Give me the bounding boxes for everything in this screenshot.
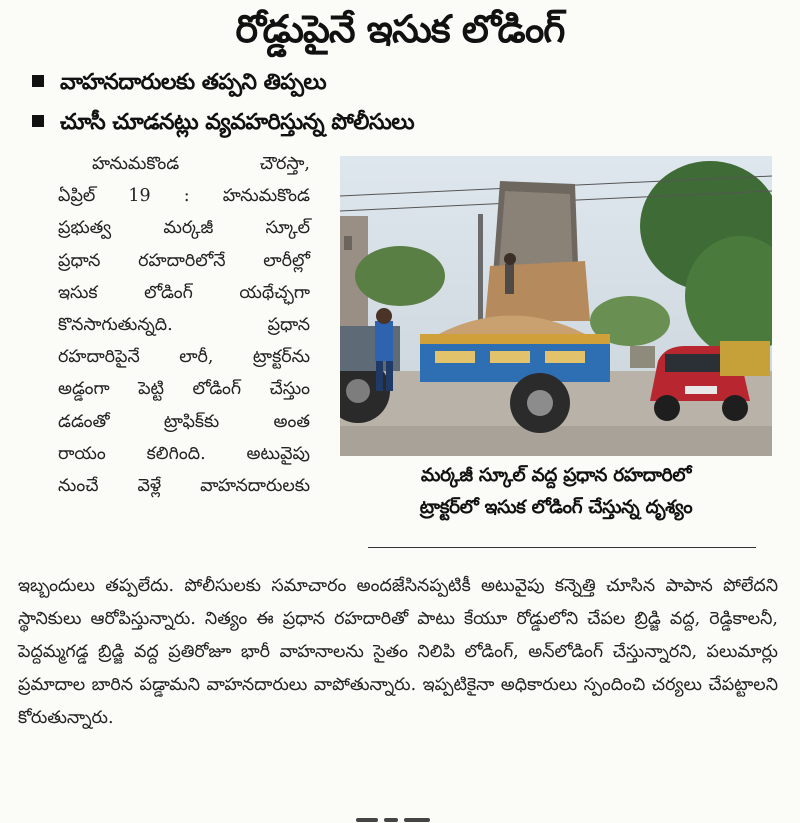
- article-line: హనుమకొండ చౌరస్తా,: [92, 154, 310, 174]
- tractor-sand-loading-photo: [340, 156, 772, 456]
- article-paragraph: ఇబ్బందులు తప్పలేదు. పోలీసులకు సమాచారం అందజేసినప్పటికీ అటువైపు కన్నెత్తి చూసిన పాపాన పోలేదని స్థానికులు ఆరోపిస్తున్నారు. నిత్యం ఈ ప్రధాన రహదారితో పాటు కేయూ రోడ్డులోని చేపల బ్రిడ్జి వద్ద, రెడ్డికాలనీ, పెద్దమ్మగడ్డ బ్రిడ్జి వద్ద ప్రతిరోజూ భారీ వాహనాలను సైతం నిలిపి లోడింగ్, అన్‌లోడింగ్ చేస్తున్నారని, పలుమార్లు ప్రమాదాల బారిన పడ్డామని వాహనదారులు వాపోతున్నారు. ఇప్పటికైనా అధికారులు స్పందించి చర్యలు చేపట్టాలని కోరుతున్నారు.: [18, 576, 778, 728]
- article-line: ఇసుక లోడింగ్ యథేచ్ఛగా: [58, 282, 310, 303]
- article-line: ప్రధాన రహదారిలోనే లారీల్లో: [58, 250, 310, 271]
- bullet-square-icon: [32, 115, 44, 127]
- article-line: కొనసాగుతున్నది. ప్రధాన: [58, 315, 310, 336]
- subheadline-1-text: వాహనదారులకు తప్పని తిప్పలు: [60, 70, 327, 95]
- next-article-fragment: [356, 812, 446, 823]
- subheadline-2-text: చూసీ చూడనట్లు వ్యవహరిస్తున్న పోలీసులు: [60, 110, 415, 135]
- article-line: అడ్డంగా పెట్టి లోడింగ్ చేస్తుం: [58, 379, 310, 400]
- subheadline-2: [32, 108, 414, 138]
- article-line: రాయం కలిగింది. అటువైపు: [58, 443, 310, 464]
- article-column-text: [58, 148, 310, 502]
- article-line: నుంచే వెళ్లే వాహనదారులకు: [58, 476, 310, 497]
- photo-caption-line: మర్కజీ స్కూల్ వద్ద ప్రధాన రహదారిలో: [420, 465, 692, 486]
- article-line: రహదారిపైనే లారీ, ట్రాక్టర్‌ను: [58, 347, 310, 368]
- article-line: డడంతో ట్రాఫిక్‌కు అంత: [58, 411, 310, 432]
- photo-caption-line: ట్రాక్టర్‌లో ఇసుక లోడింగ్ చేస్తున్న దృశ్యం: [419, 497, 693, 518]
- headline: రోడ్డుపైనే ఇసుక లోడింగ్: [235, 7, 565, 51]
- article-body-full-width: [18, 570, 778, 735]
- photo-caption: [340, 460, 772, 524]
- subheadline-1: [32, 68, 326, 98]
- article-line: ఏప్రిల్ 19 : హనుమకొండ: [58, 186, 310, 207]
- bullet-square-icon: [32, 75, 44, 87]
- caption-divider: [368, 547, 756, 548]
- article-line: ప్రభుత్వ మర్కజీ స్కూల్: [58, 218, 310, 239]
- news-photo: [340, 156, 772, 456]
